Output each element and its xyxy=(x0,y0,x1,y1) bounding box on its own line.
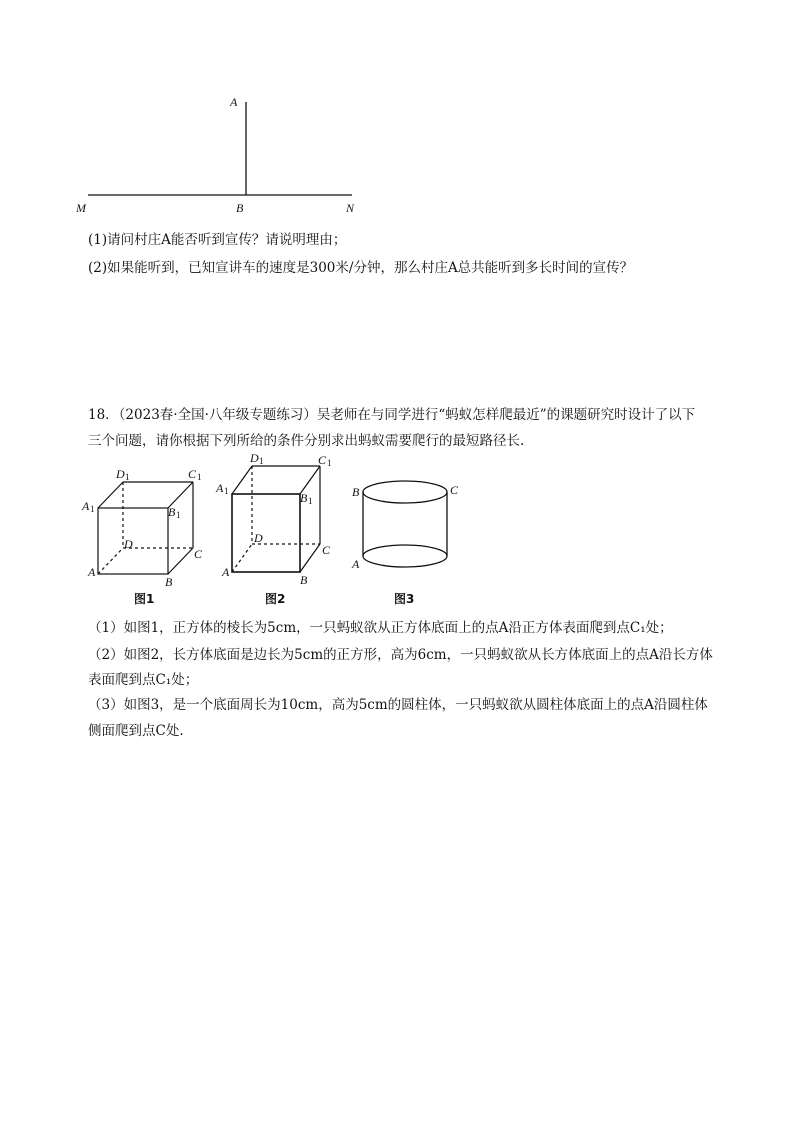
svg-text:C: C xyxy=(450,483,459,497)
svg-text:B: B xyxy=(168,505,176,519)
svg-text:1: 1 xyxy=(125,472,130,482)
svg-text:C: C xyxy=(322,543,331,557)
svg-text:B: B xyxy=(165,575,173,589)
village-figure xyxy=(70,90,370,220)
svg-text:A: A xyxy=(222,565,230,579)
label-a: A xyxy=(230,95,238,109)
cylinder-top xyxy=(363,481,447,503)
svg-text:B: B xyxy=(352,485,360,499)
svg-text:D: D xyxy=(116,467,125,481)
svg-text:A: A xyxy=(352,557,360,571)
svg-text:B: B xyxy=(300,491,308,505)
cube-front-face xyxy=(98,508,168,574)
q18-part2-line1: （2）如图2，长方体底面是边长为5cm的正方形，高为6cm，一只蚂蚁欲从长方体底面上的点A沿长方体 xyxy=(88,647,713,663)
svg-text:C: C xyxy=(188,467,197,481)
figure-3-caption: 图3 xyxy=(394,592,415,606)
svg-text:D: D xyxy=(254,531,263,545)
q18-part1: （1）如图1，正方体的棱长为5cm，一只蚂蚁欲从正方体底面上的点A沿正方体表面爬到点C₁处； xyxy=(88,620,673,636)
svg-text:1: 1 xyxy=(197,472,202,482)
svg-text:D: D xyxy=(250,451,259,465)
figure-2-caption: 图2 xyxy=(265,592,286,606)
svg-text:1: 1 xyxy=(259,456,264,466)
q18-part2-line2: 表面爬到点C₁处； xyxy=(88,672,199,688)
label-n: N xyxy=(346,201,355,215)
svg-text:A: A xyxy=(82,499,90,513)
figure-3-cylinder xyxy=(348,470,468,608)
q17-part2: (2)如果能听到，已知宣讲车的速度是300米/分钟，那么村庄A总共能听到多长时间的宣传？ xyxy=(88,260,634,276)
cuboid-front-face xyxy=(232,494,300,572)
svg-text:1: 1 xyxy=(176,510,181,520)
q18-intro-line2: 三个问题，请你根据下列所给的条件分别求出蚂蚁需要爬行的最短路径长. xyxy=(88,433,525,449)
svg-text:C: C xyxy=(318,453,327,467)
label-m: M xyxy=(76,201,86,215)
q18-part3-line2: 侧面爬到点C处. xyxy=(88,723,184,739)
svg-text:1: 1 xyxy=(308,496,313,506)
figure-1-caption: 图1 xyxy=(134,592,155,606)
q18-part3-line1: （3）如图3，是一个底面周长为10cm，高为5cm的圆柱体，一只蚂蚁欲从圆柱体底面上的点A沿圆柱体 xyxy=(88,697,708,713)
label-b: B xyxy=(236,201,244,215)
svg-text:1: 1 xyxy=(90,504,95,514)
q17-part1: (1)请问村庄A能否听到宣传？请说明理由； xyxy=(88,232,347,248)
svg-text:1: 1 xyxy=(224,486,229,496)
figure-1-cube xyxy=(78,460,213,608)
q18-intro-line1: 18．（2023春·全国·八年级专题练习）吴老师在与同学进行“蚂蚁怎样爬最近”的课题研究时设计了以下 xyxy=(88,407,696,423)
svg-text:A: A xyxy=(88,565,96,579)
svg-text:D: D xyxy=(124,537,133,551)
cylinder-bottom xyxy=(363,545,447,567)
svg-text:B: B xyxy=(300,573,308,587)
svg-text:1: 1 xyxy=(327,458,332,468)
svg-text:A: A xyxy=(216,481,224,495)
figure-2-cuboid xyxy=(214,446,344,608)
svg-text:C: C xyxy=(194,547,203,561)
